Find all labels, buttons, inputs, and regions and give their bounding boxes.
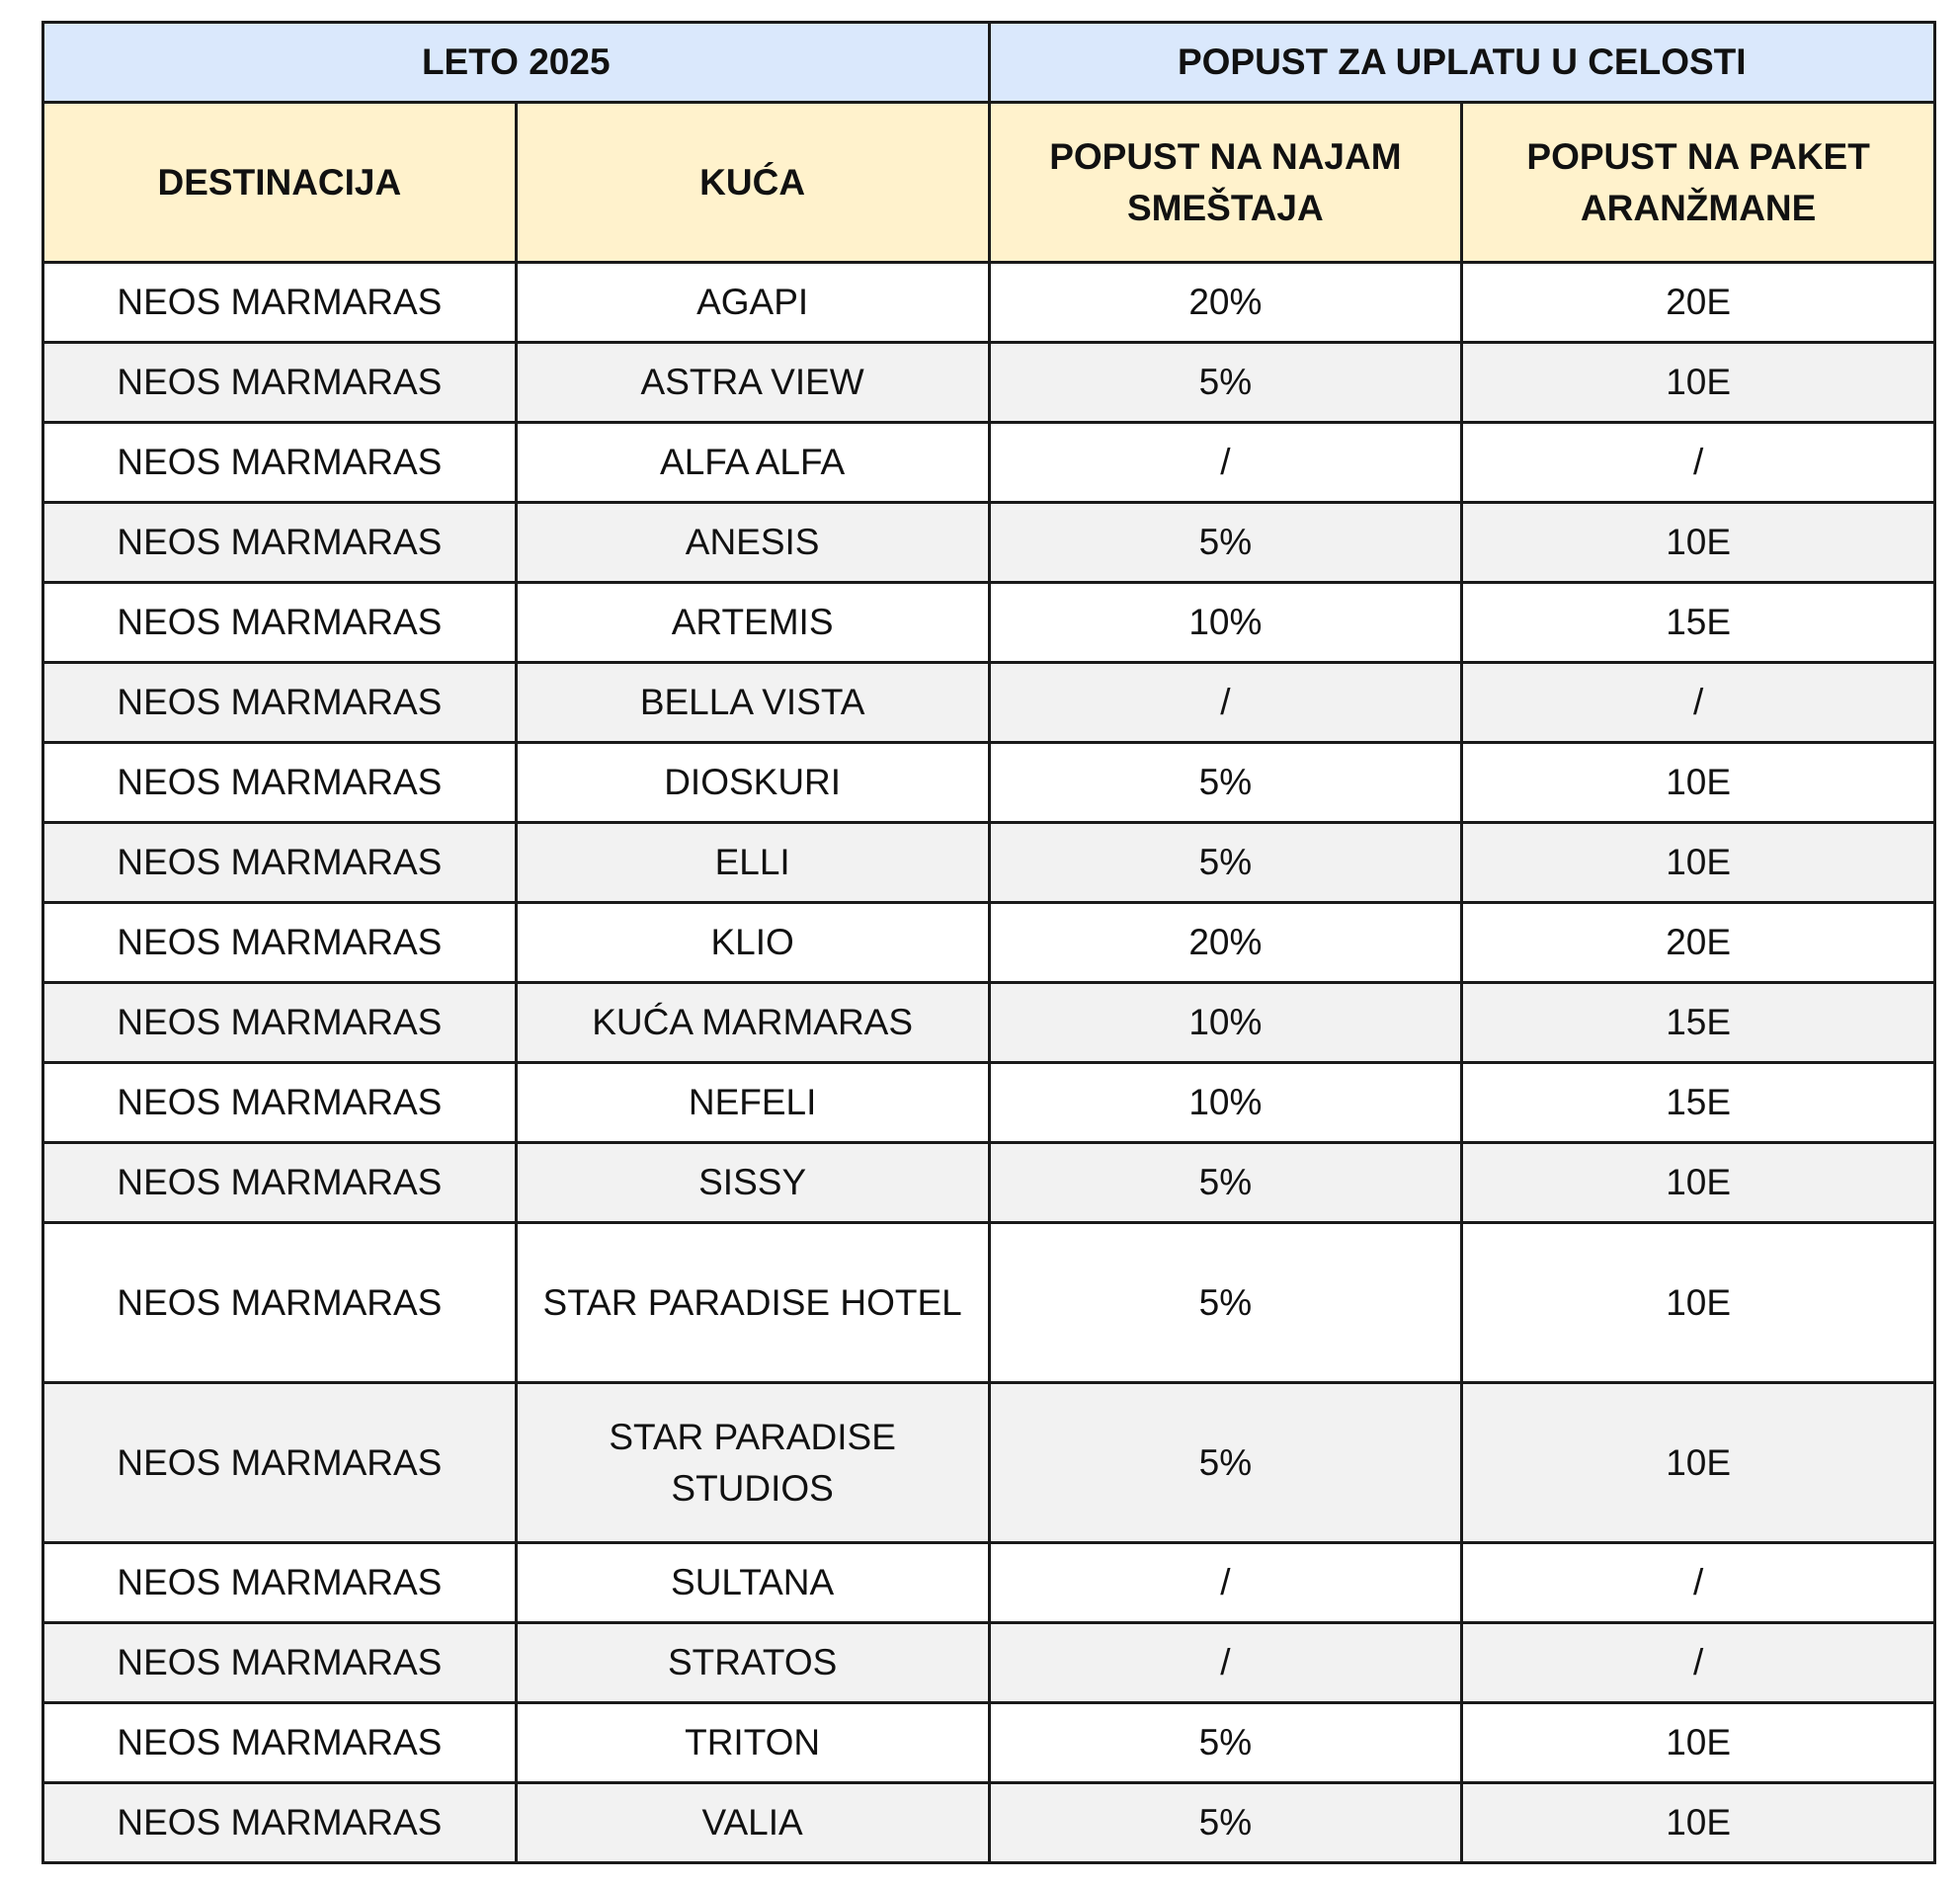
accommodation-discount-cell: 5% <box>989 1143 1462 1223</box>
table-row <box>43 1143 1935 1223</box>
table-row <box>43 663 1935 743</box>
accommodation-discount-cell: 5% <box>989 503 1462 583</box>
package-discount-cell: 10E <box>1462 1383 1935 1543</box>
house-cell: VALIA <box>516 1783 989 1863</box>
destination-cell: NEOS MARMARAS <box>43 1143 517 1223</box>
table-row <box>43 583 1935 663</box>
season-header: LETO 2025 <box>43 23 990 103</box>
destination-cell: NEOS MARMARAS <box>43 1703 517 1783</box>
package-discount-cell: 15E <box>1462 983 1935 1063</box>
house-column-header: KUĆA <box>516 103 989 263</box>
package-discount-cell: 10E <box>1462 823 1935 903</box>
column-header-row <box>43 103 1935 263</box>
accommodation-discount-cell: 10% <box>989 983 1462 1063</box>
package-discount-cell: 10E <box>1462 1143 1935 1223</box>
accommodation-discount-cell: 5% <box>989 343 1462 423</box>
table-row <box>43 1623 1935 1703</box>
package-discount-cell: / <box>1462 1543 1935 1623</box>
package-discount-cell: 10E <box>1462 503 1935 583</box>
accommodation-discount-cell: / <box>989 663 1462 743</box>
house-cell: STAR PARADISE STUDIOS <box>516 1383 989 1543</box>
destination-cell: NEOS MARMARAS <box>43 1783 517 1863</box>
accommodation-discount-cell: 5% <box>989 743 1462 823</box>
house-cell: NEFELI <box>516 1063 989 1143</box>
destination-cell: NEOS MARMARAS <box>43 823 517 903</box>
accommodation-discount-cell: 10% <box>989 1063 1462 1143</box>
destination-cell: NEOS MARMARAS <box>43 663 517 743</box>
table-row <box>43 503 1935 583</box>
house-cell: SISSY <box>516 1143 989 1223</box>
destination-cell: NEOS MARMARAS <box>43 743 517 823</box>
discount-group-header: POPUST ZA UPLATU U CELOSTI <box>989 23 1935 103</box>
package-discount-cell: 10E <box>1462 1703 1935 1783</box>
destination-cell: NEOS MARMARAS <box>43 1543 517 1623</box>
table-row <box>43 423 1935 503</box>
house-cell: ARTEMIS <box>516 583 989 663</box>
table-row <box>43 1223 1935 1383</box>
table-row <box>43 1783 1935 1863</box>
package-discount-cell: 20E <box>1462 263 1935 343</box>
table-row <box>43 823 1935 903</box>
table-row <box>43 343 1935 423</box>
package-discount-cell: 10E <box>1462 343 1935 423</box>
destination-cell: NEOS MARMARAS <box>43 583 517 663</box>
table-row <box>43 903 1935 983</box>
house-cell: ANESIS <box>516 503 989 583</box>
destination-cell: NEOS MARMARAS <box>43 983 517 1063</box>
table-row <box>43 1063 1935 1143</box>
house-cell: AGAPI <box>516 263 989 343</box>
house-cell: KLIO <box>516 903 989 983</box>
table-row <box>43 1703 1935 1783</box>
house-cell: STAR PARADISE HOTEL <box>516 1223 989 1383</box>
destination-cell: NEOS MARMARAS <box>43 903 517 983</box>
package-discount-cell: / <box>1462 1623 1935 1703</box>
table-row <box>43 1543 1935 1623</box>
destination-cell: NEOS MARMARAS <box>43 1223 517 1383</box>
accommodation-discount-cell: 5% <box>989 1223 1462 1383</box>
package-discount-cell: 10E <box>1462 743 1935 823</box>
accommodation-discount-cell: 5% <box>989 1383 1462 1543</box>
package-discount-cell: 20E <box>1462 903 1935 983</box>
house-cell: SULTANA <box>516 1543 989 1623</box>
destination-cell: NEOS MARMARAS <box>43 343 517 423</box>
destination-cell: NEOS MARMARAS <box>43 423 517 503</box>
destination-cell: NEOS MARMARAS <box>43 1383 517 1543</box>
discount-table <box>41 21 1936 1864</box>
table-row <box>43 743 1935 823</box>
house-cell: ASTRA VIEW <box>516 343 989 423</box>
house-cell: STRATOS <box>516 1623 989 1703</box>
package-discount-cell: 10E <box>1462 1223 1935 1383</box>
house-cell: KUĆA MARMARAS <box>516 983 989 1063</box>
table-row <box>43 1383 1935 1543</box>
package-discount-cell: 10E <box>1462 1783 1935 1863</box>
destination-cell: NEOS MARMARAS <box>43 1623 517 1703</box>
accommodation-discount-cell: 5% <box>989 823 1462 903</box>
house-cell: BELLA VISTA <box>516 663 989 743</box>
package-discount-cell: / <box>1462 423 1935 503</box>
house-cell: ALFA ALFA <box>516 423 989 503</box>
accommodation-discount-cell: 20% <box>989 263 1462 343</box>
accommodation-discount-cell: 5% <box>989 1783 1462 1863</box>
accommodation-discount-cell: / <box>989 1623 1462 1703</box>
accommodation-discount-cell: / <box>989 423 1462 503</box>
accommodation-discount-cell: / <box>989 1543 1462 1623</box>
house-cell: ELLI <box>516 823 989 903</box>
house-cell: TRITON <box>516 1703 989 1783</box>
package-discount-cell: / <box>1462 663 1935 743</box>
accommodation-discount-cell: 5% <box>989 1703 1462 1783</box>
destination-column-header: DESTINACIJA <box>43 103 517 263</box>
table-row <box>43 983 1935 1063</box>
house-cell: DIOSKURI <box>516 743 989 823</box>
table-row <box>43 263 1935 343</box>
package-discount-column-header: POPUST NA PAKET ARANŽMANE <box>1462 103 1935 263</box>
accommodation-discount-cell: 20% <box>989 903 1462 983</box>
destination-cell: NEOS MARMARAS <box>43 503 517 583</box>
accommodation-discount-cell: 10% <box>989 583 1462 663</box>
destination-cell: NEOS MARMARAS <box>43 263 517 343</box>
destination-cell: NEOS MARMARAS <box>43 1063 517 1143</box>
package-discount-cell: 15E <box>1462 1063 1935 1143</box>
package-discount-cell: 15E <box>1462 583 1935 663</box>
group-header-row <box>43 23 1935 103</box>
accommodation-discount-column-header: POPUST NA NAJAM SMEŠTAJA <box>989 103 1462 263</box>
